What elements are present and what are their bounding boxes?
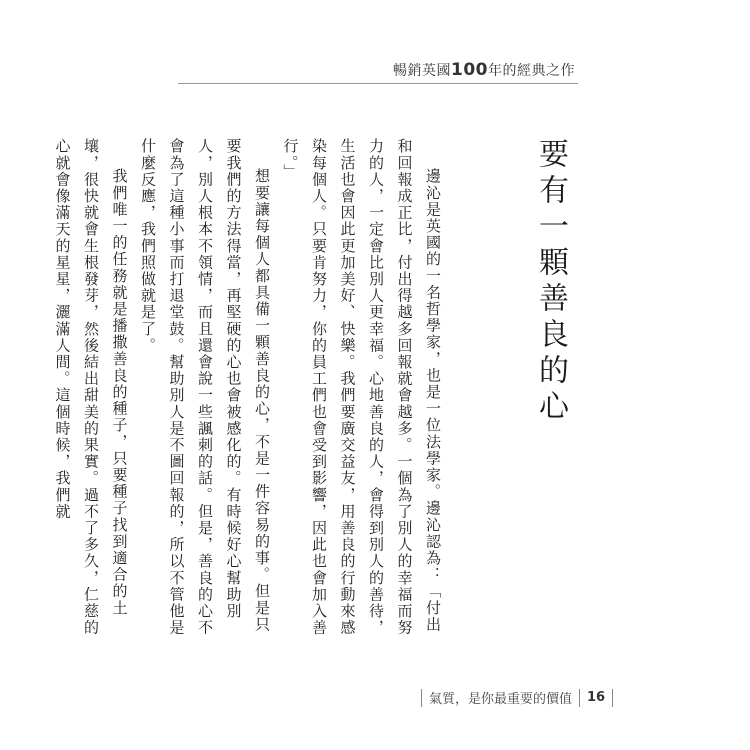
paragraph-2: 想要讓每個人都具備一顆善良的心，不是一件容易的事。但是只要我們的方法得當，再堅硬的心也會被感化的。有時候好心幫助別人，別人根本不領情，而且還會說一些諷刺的話。但是，善良的心不會為了這種小事而打退堂鼓。幫助別人是不圖回報的，所以不管他是什麼反應，我們照做就是了。: [139, 138, 271, 636]
footer-book-title: 氣質，是你最重要的價值: [429, 692, 573, 707]
running-header-text-before: 暢銷英國: [393, 63, 451, 79]
body-text: [48, 138, 447, 643]
page-footer: [414, 688, 620, 707]
page-number: 16: [587, 690, 606, 705]
paragraph-1: 邊沁是英國的一名哲學家，也是一位法學家。邊沁認為：「付出和回報成正比，付出得越多回報就會越多。一個為了別人的幸福而努力的人，一定會比別人更幸福。心地善良的人，會得到別人的善待，生活也會因此更加美好、快樂。我們要廣交益友，用善良的行動來感染每個人。只要肯努力，你的員工們也會受到影響，因此也會加入善行。」: [281, 138, 442, 636]
header-rule: [178, 83, 578, 84]
footer-divider-middle: [579, 689, 580, 707]
paragraph-3: 我們唯一的任務就是播撒善良的種子，只要種子找到適合的土壤，很快就會生根發芽，然後結出甜美的果實。過不了多久，仁慈的心就會像滿天的星星，灑滿人間。這個時候，我們就: [53, 138, 129, 636]
running-header-number: 100: [451, 60, 488, 80]
footer-divider-left: [421, 689, 422, 707]
running-header: [393, 60, 575, 80]
running-header-text-after: 年的經典之作: [488, 63, 575, 79]
footer-divider-right: [612, 689, 613, 707]
chapter-title: 要有一顆善良的心: [533, 138, 568, 426]
